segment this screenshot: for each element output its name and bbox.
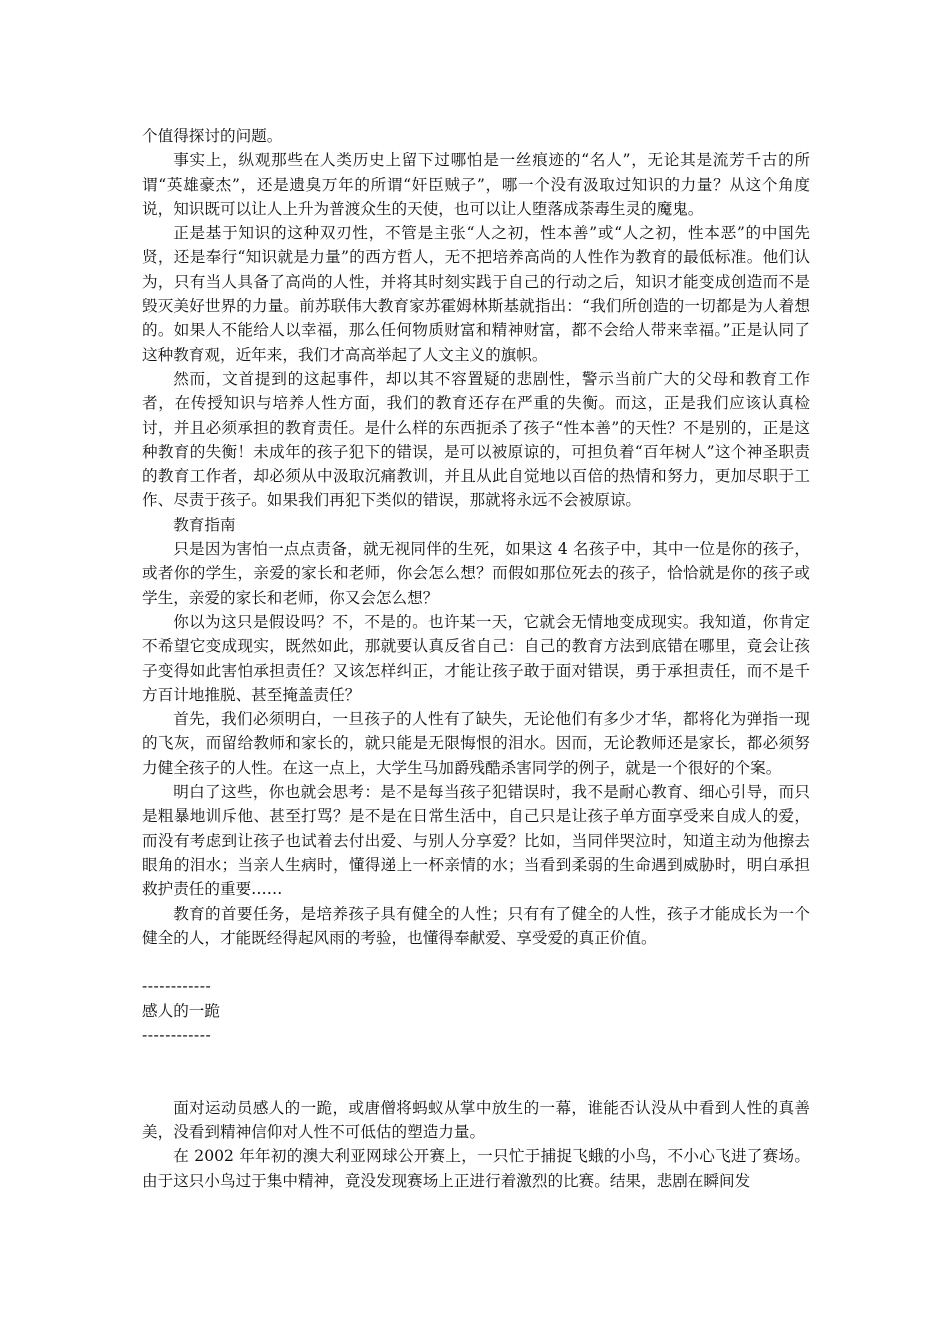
paragraph: 首先，我们必须明白，一旦孩子的人性有了缺失，无论他们有多少才华，都将化为弹指一现的飞灰，而留给教师和家长的，就只能是无限悔恨的泪水。因而，无论教师还是家长，都必须努力健全孩子的人性。在这一点上，大学生马加爵残酷杀害同学的例子，就是一个很好的个案。: [142, 710, 810, 777]
article-title: 感人的一跪: [142, 1001, 220, 1020]
blank-line: [142, 1047, 810, 1096]
paragraph: 然而，文首提到的这起事件，却以其不容置疑的悲剧性，警示当前广大的父母和教育工作者，在传授知识与培养人性方面，我们的教育还存在严重的失衡。而这，正是我们应该认真检讨，并且必须承担的教育责任。是什么样的东西扼杀了孩子“性本善”的天性？不是别的，正是这种教育的失衡！未成年的孩子犯下的错误，是可以被原谅的，可担负着“百年树人”这个神圣职责的教育工作者，却必须从中汲取沉痛教训，并且从此自觉地以百倍的热情和努力，更加尽职于工作、尽责于孩子。如果我们再犯下类似的错误，那就将永远不会被原谅。: [142, 369, 810, 510]
blank-line: [142, 950, 810, 974]
paragraph: 只是因为害怕一点点责备，就无视同伴的生死，如果这 4 名孩子中，其中一位是你的孩子，或者你的学生，亲爱的家长和老师，你会怎么想？而假如那位死去的孩子，恰恰就是你的孩子或学生，亲爱的家长和老师，你又会怎么想？: [142, 540, 810, 607]
paragraph: 在 2002 年年初的澳大利亚网球公开赛上，一只忙于捕捉飞蛾的小鸟，不小心飞进了赛场。由于这只小鸟过于集中精神，竟没发现赛场上正进行着激烈的比赛。结果，悲剧在瞬间发: [142, 1147, 810, 1190]
paragraph: 个值得探讨的问题。: [142, 127, 283, 145]
paragraph: 正是基于知识的这种双刃性，不管是主张“人之初，性本善”或“人之初，性本恶”的中国先贤，还是奉行“知识就是力量”的西方哲人，无不把培养高尚的人性作为教育的最低标准。他们认为，只有当人具备了高尚的人性，并将其时刻实践于自己的行动之后，知识才能变成创造而不是毁灭美好世界的力量。前苏联伟大教育家苏霍姆林斯基就指出：“我们所创造的一切都是为人着想的。如果人不能给人以幸福，那么任何物质财富和精神财富，都不会给人带来幸福。”正是认同了这种教育观，近年来，我们才高高举起了人文主义的旗帜。: [142, 224, 810, 364]
paragraph: 教育的首要任务，是培养孩子具有健全的人性；只有有了健全的人性，孩子才能成长为一个健全的人，才能既经得起风雨的考验，也懂得奉献爱、享受爱的真正价值。: [142, 904, 810, 947]
separator-line: ------------: [142, 1025, 212, 1044]
paragraph: 面对运动员感人的一跪，或唐僧将蚂蚁从掌中放生的一幕，谁能否认没从中看到人性的真善美，没看到精神信仰对人性不可低估的塑造力量。: [142, 1098, 810, 1142]
paragraph: 事实上，纵观那些在人类历史上留下过哪怕是一丝痕迹的“名人”，无论其是流芳千古的所谓“英雄豪杰”，还是遗臭万年的所谓“奸臣贼子”，哪一个没有汲取过知识的力量？从这个角度说，知识既可以让人上升为普渡众生的天使，也可以让人堕落成荼毒生灵的魔鬼。: [142, 151, 810, 218]
document-page: [142, 124, 810, 1193]
paragraph: 你以为这只是假设吗？不，不是的。也许某一天，它就会无情地变成现实。我知道，你肯定不希望它变成现实，既然如此，那就要认真反省自己：自己的教育方法到底错在哪里，竟会让孩子变得如此害怕承担责任？又该怎样纠正，才能让孩子敢于面对错误，勇于承担责任，而不是千方百计地推脱、甚至掩盖责任？: [142, 612, 810, 704]
paragraph: 明白了这些，你也就会思考：是不是每当孩子犯错误时，我不是耐心教育、细心引导，而只是粗暴地训斥他、甚至打骂？是不是在日常生活中，自己只是让孩子单方面享受来自成人的爱，而没有考虑到让孩子也试着去付出爱、与别人分享爱？比如，当同伴哭泣时，知道主动为他擦去眼角的泪水；当亲人生病时，懂得递上一杯亲情的水；当看到柔弱的生命遇到威胁时，明白承担救护责任的重要……: [142, 783, 810, 899]
section-label: 教育指南: [173, 515, 236, 534]
separator-line: ------------: [142, 977, 212, 996]
